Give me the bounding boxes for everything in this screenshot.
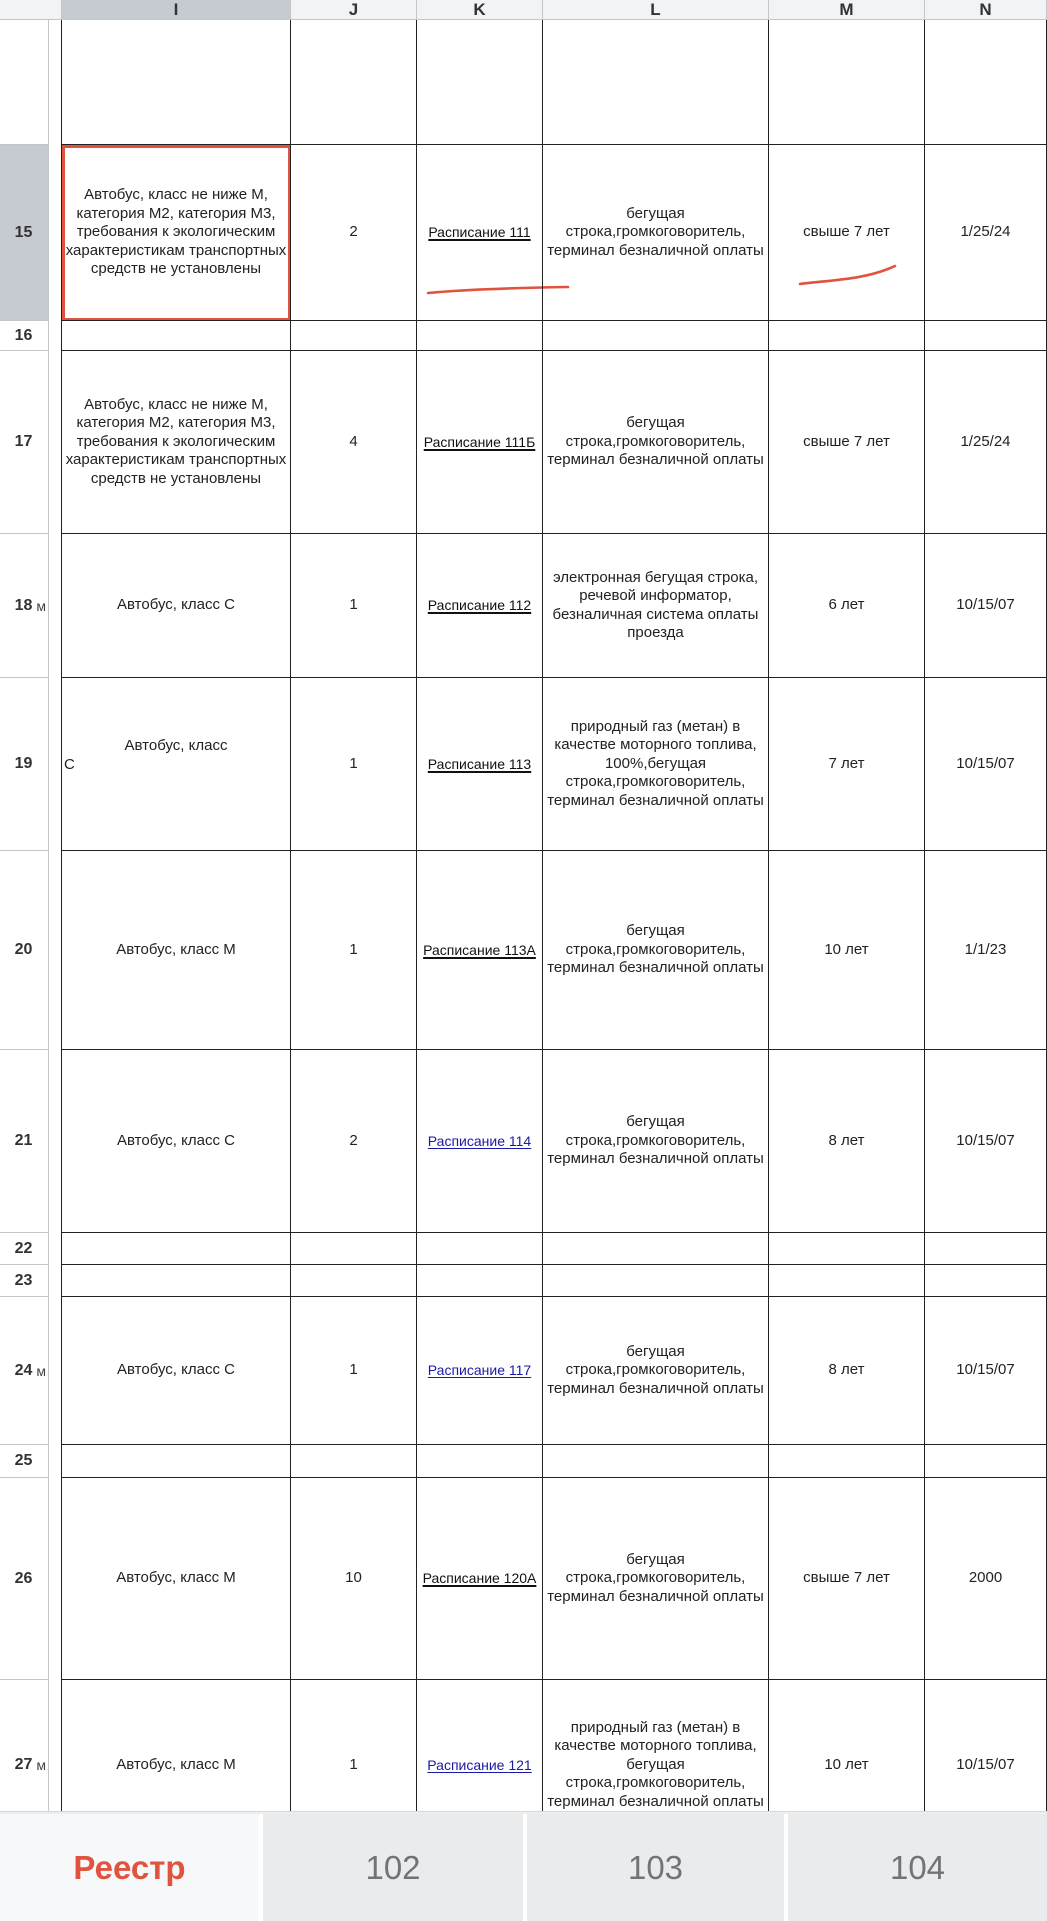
cell-count[interactable] (291, 534, 417, 678)
row-number: 19 (14, 755, 33, 772)
schedule-link[interactable]: Расписание 111 (428, 224, 531, 241)
cell-date[interactable] (925, 851, 1047, 1050)
cell-text: Автобус, класс М (116, 940, 236, 958)
cell-count[interactable] (291, 145, 417, 321)
cell-text: Автобус, класс С (117, 1361, 235, 1379)
cell-text: электронная бегущая строка, речевой информатор, безналичная система оплаты проезда (552, 568, 759, 641)
row-header[interactable] (0, 145, 49, 321)
cell-age[interactable] (769, 1233, 925, 1265)
cell-equipment[interactable] (543, 1680, 769, 1811)
cell-text: 8 лет (828, 1361, 865, 1379)
tab-reestr[interactable]: Реестр (0, 1814, 259, 1921)
frozen-column-strip (49, 20, 62, 1811)
cell-schedule-link[interactable] (417, 1265, 543, 1297)
cell-text: 10 лет (824, 940, 869, 958)
cell-text: 1 (349, 1361, 358, 1379)
cell-vehicle-type[interactable] (62, 1233, 291, 1265)
column-header-k[interactable]: K (417, 0, 543, 20)
row-number: 23 (14, 1271, 33, 1289)
cell-count[interactable] (291, 1297, 417, 1445)
cell-date[interactable] (925, 1050, 1047, 1233)
cell-text: Автобус, класс С (117, 596, 235, 614)
overflow-text: С (64, 755, 75, 773)
cell-text: природный газ (метан) в качестве моторного топлива, 100%,бегущая строка,громкоговоритель, терминал безналичной оплаты (547, 717, 764, 809)
row-number: 22 (14, 1239, 33, 1257)
cell-date[interactable] (925, 1680, 1047, 1811)
cell-vehicle-type[interactable] (62, 1445, 291, 1478)
cell-equipment[interactable] (543, 351, 769, 534)
cell-date[interactable] (925, 1445, 1047, 1478)
cell-schedule-link[interactable] (417, 1680, 543, 1811)
cell-text: 1 (349, 754, 358, 772)
cell-count[interactable] (291, 351, 417, 534)
row-number: 24 (14, 1361, 33, 1379)
cell-text: 10 лет (824, 1755, 869, 1773)
cell-text: бегущая строка,громкоговоритель, терминал безналичной оплаты (547, 204, 764, 259)
cell-schedule-link[interactable] (417, 145, 543, 321)
cell-schedule-link[interactable] (417, 1445, 543, 1478)
row-header[interactable] (0, 1265, 49, 1297)
cell-equipment[interactable] (543, 1265, 769, 1297)
cell-vehicle-type[interactable] (62, 145, 291, 321)
table-cell[interactable] (62, 20, 291, 145)
cell-count[interactable] (291, 1478, 417, 1680)
row-header[interactable] (0, 321, 49, 351)
table-cell[interactable] (543, 20, 769, 145)
cell-schedule-link[interactable] (417, 351, 543, 534)
schedule-link[interactable]: Расписание 112 (427, 597, 532, 614)
cell-text: 2 (349, 223, 358, 241)
cell-vehicle-type[interactable] (62, 1297, 291, 1445)
column-header-l[interactable]: L (543, 0, 769, 20)
schedule-link[interactable]: Расписание 120А (422, 1570, 537, 1587)
cell-text: 10/15/07 (956, 1131, 1015, 1149)
cell-vehicle-type[interactable] (62, 534, 291, 678)
cell-date[interactable] (925, 1478, 1047, 1680)
cell-text: свыше 7 лет (803, 432, 890, 450)
cell-date[interactable] (925, 534, 1047, 678)
row-overflow-fragment: м (36, 597, 46, 614)
row-header[interactable] (0, 1297, 49, 1445)
row-header-corner[interactable] (0, 0, 62, 20)
cell-text: Автобус, класс не ниже М, категория М2, категория М3, требования к экологическим характеристикам транспортных средств не установлены (65, 186, 287, 278)
cell-text: природный газ (метан) в качестве моторного топлива, бегущая строка,громкоговоритель, терминал безналичной оплаты (547, 1718, 764, 1810)
cell-schedule-link[interactable] (417, 678, 543, 851)
row-overflow-fragment: м (36, 1757, 46, 1773)
tab-102[interactable]: 102 (259, 1814, 523, 1921)
cell-count[interactable] (291, 1233, 417, 1265)
cell-text: 6 лет (828, 596, 865, 614)
sheet-tab-bar (0, 1811, 1047, 1920)
cell-text: 7 лет (828, 754, 865, 772)
cell-equipment[interactable] (543, 1050, 769, 1233)
row-header[interactable] (0, 851, 49, 1050)
schedule-link[interactable]: Расписание 121 (427, 1756, 532, 1773)
row-number: 25 (14, 1452, 33, 1469)
cell-text: бегущая строка,громкоговоритель, терминал безналичной оплаты (547, 1113, 764, 1168)
row-header[interactable] (0, 1233, 49, 1265)
cell-vehicle-type[interactable] (62, 851, 291, 1050)
cell-age[interactable] (769, 145, 925, 321)
cell-schedule-link[interactable] (417, 1297, 543, 1445)
cell-schedule-link[interactable] (417, 1478, 543, 1680)
cell-equipment[interactable] (543, 534, 769, 678)
row-header[interactable] (0, 1478, 49, 1680)
row-header[interactable] (0, 678, 49, 851)
cell-text: Автобус, класс С (117, 1131, 235, 1149)
cell-equipment[interactable] (543, 678, 769, 851)
cell-age[interactable] (769, 1445, 925, 1478)
cell-count[interactable] (291, 678, 417, 851)
cell-age[interactable] (769, 1265, 925, 1297)
table-cell[interactable] (925, 20, 1047, 145)
cell-date[interactable] (925, 1265, 1047, 1297)
cell-text: Автобус, класс М (116, 1755, 236, 1773)
cell-text: 10/15/07 (956, 596, 1015, 614)
cell-date[interactable] (925, 351, 1047, 534)
cell-age[interactable] (769, 851, 925, 1050)
cell-text: бегущая строка,громкоговоритель, терминал безналичной оплаты (547, 1550, 764, 1605)
cell-text: Автобус, класс (124, 736, 228, 754)
row-header[interactable] (0, 20, 49, 145)
row-header[interactable] (0, 1050, 49, 1233)
cell-date[interactable] (925, 145, 1047, 321)
cell-text: 1/25/24 (960, 223, 1011, 241)
cell-schedule-link[interactable] (417, 1050, 543, 1233)
cell-equipment[interactable] (543, 1233, 769, 1265)
cell-date[interactable] (925, 678, 1047, 851)
cell-text: 2 (349, 1131, 358, 1149)
row-number: 27 (14, 1756, 33, 1773)
cell-equipment[interactable] (543, 851, 769, 1050)
cell-age[interactable] (769, 1478, 925, 1680)
cell-vehicle-type[interactable] (62, 1265, 291, 1297)
cell-text: 1 (349, 1755, 358, 1773)
tab-103[interactable]: 103 (523, 1814, 784, 1921)
cell-count[interactable] (291, 1265, 417, 1297)
cell-age[interactable] (769, 1050, 925, 1233)
cell-text: бегущая строка,громкоговоритель, терминал безналичной оплаты (547, 1342, 764, 1397)
cell-age[interactable] (769, 351, 925, 534)
cell-text: 10/15/07 (956, 754, 1015, 772)
schedule-link[interactable]: Расписание 113 (427, 755, 532, 772)
cell-schedule-link[interactable] (417, 851, 543, 1050)
row-header[interactable] (0, 1680, 49, 1811)
column-header-i[interactable]: I (62, 0, 291, 20)
cell-date[interactable] (925, 1297, 1047, 1445)
cell-schedule-link[interactable] (417, 321, 543, 351)
cell-text: 1 (349, 940, 358, 958)
cell-age[interactable] (769, 534, 925, 678)
cell-text: 1/25/24 (960, 432, 1011, 450)
cell-text: свыше 7 лет (803, 1569, 890, 1587)
cell-text: Автобус, класс М (116, 1569, 236, 1587)
row-number: 18 (14, 596, 33, 614)
cell-text: 10/15/07 (956, 1361, 1015, 1379)
row-number: 26 (14, 1569, 33, 1587)
cell-text: 1 (349, 596, 358, 614)
table-cell[interactable] (417, 20, 543, 145)
cell-equipment[interactable] (543, 1445, 769, 1478)
row-overflow-fragment: м (36, 1362, 46, 1379)
cell-text: 10/15/07 (956, 1755, 1015, 1773)
table-cell[interactable] (291, 20, 417, 145)
cell-count[interactable] (291, 1050, 417, 1233)
cell-text: 1/1/23 (964, 940, 1007, 958)
cell-text: 4 (349, 432, 358, 450)
cell-vehicle-type[interactable] (62, 1050, 291, 1233)
column-header-n[interactable]: N (925, 0, 1047, 20)
cell-text: 10 (345, 1569, 362, 1587)
cell-count[interactable] (291, 321, 417, 351)
row-header[interactable] (0, 534, 49, 678)
row-number: 17 (14, 433, 33, 450)
cell-count[interactable] (291, 1445, 417, 1478)
cell-vehicle-type[interactable] (62, 1680, 291, 1811)
tab-104[interactable]: 104 (784, 1814, 1047, 1921)
schedule-link[interactable]: Расписание 111Б (423, 433, 536, 450)
schedule-link[interactable]: Расписание 113А (423, 941, 536, 958)
row-number: 16 (14, 326, 33, 344)
cell-vehicle-type[interactable] (62, 351, 291, 534)
cell-schedule-link[interactable] (417, 1233, 543, 1265)
table-cell[interactable] (769, 20, 925, 145)
row-number: 20 (14, 941, 33, 958)
cell-age[interactable] (769, 321, 925, 351)
row-header[interactable] (0, 351, 49, 534)
cell-count[interactable] (291, 851, 417, 1050)
cell-text: 8 лет (828, 1131, 865, 1149)
cell-equipment[interactable] (543, 321, 769, 351)
cell-date[interactable] (925, 1233, 1047, 1265)
row-number: 21 (14, 1132, 33, 1149)
column-header-m[interactable]: M (769, 0, 925, 20)
cell-equipment[interactable] (543, 1478, 769, 1680)
cell-vehicle-type[interactable] (62, 678, 291, 851)
column-header-j[interactable]: J (291, 0, 417, 20)
cell-schedule-link[interactable] (417, 534, 543, 678)
cell-vehicle-type[interactable] (62, 321, 291, 351)
cell-age[interactable] (769, 678, 925, 851)
row-number: 15 (14, 223, 33, 241)
schedule-link[interactable]: Расписание 114 (427, 1132, 532, 1149)
cell-equipment[interactable] (543, 1297, 769, 1445)
cell-text: бегущая строка,громкоговоритель, терминал безналичной оплаты (547, 922, 764, 977)
cell-text: 2000 (968, 1569, 1003, 1587)
cell-age[interactable] (769, 1680, 925, 1811)
cell-text: свыше 7 лет (803, 223, 890, 241)
cell-text: бегущая строка,громкоговоритель, терминал безналичной оплаты (547, 414, 764, 469)
cell-count[interactable] (291, 1680, 417, 1811)
cell-date[interactable] (925, 321, 1047, 351)
cell-age[interactable] (769, 1297, 925, 1445)
schedule-link[interactable]: Расписание 117 (427, 1362, 532, 1379)
cell-equipment[interactable] (543, 145, 769, 321)
row-header[interactable] (0, 1445, 49, 1478)
cell-text: Автобус, класс не ниже М, категория М2, категория М3, требования к экологическим характеристикам транспортных средств не установлены (65, 395, 287, 487)
cell-vehicle-type[interactable] (62, 1478, 291, 1680)
